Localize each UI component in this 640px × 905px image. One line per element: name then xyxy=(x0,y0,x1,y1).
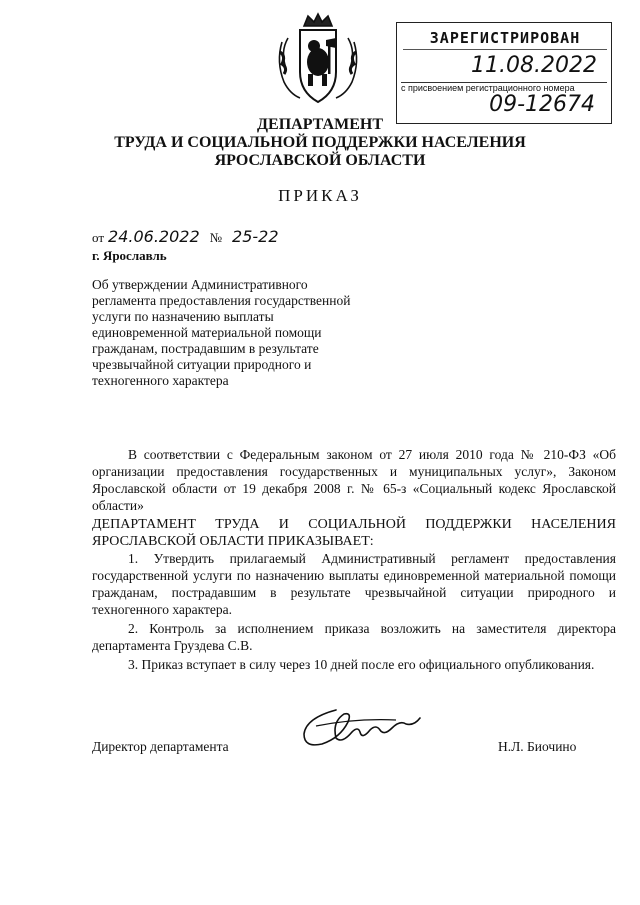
order-item-2: 2. Контроль за исполнением приказа возложить на заместителя директора департамента Груздева С.В. xyxy=(92,621,616,653)
signatory-name: Н.Л. Биочино xyxy=(498,739,577,754)
department-title-line3: ЯРОСЛАВСКОЙ ОБЛАСТИ xyxy=(214,152,426,169)
number-prefix: № xyxy=(209,230,223,245)
order-item-1: 1. Утвердить прилагаемый Административный регламент предоставления государственной услуги по назначению выплаты единовременной материальной помощи гражданам, пострадавшим в результате чрезвычайной ситуации природного и техногенного характера. xyxy=(92,551,616,617)
city: г. Ярославль xyxy=(92,248,167,263)
stamp-title: ЗАРЕГИСТРИРОВАН xyxy=(403,29,607,50)
order-date: 24.06.2022 xyxy=(108,227,200,246)
orders-paragraph: ДЕПАРТАМЕНТ ТРУДА И СОЦИАЛЬНОЙ ПОДДЕРЖКИ НАСЕЛЕНИЯ ЯРОСЛАВСКОЙ ОБЛАСТИ ПРИКАЗЫВАЕТ: xyxy=(92,517,616,549)
handwritten-signature xyxy=(296,704,426,752)
order-item-3: 3. Приказ вступает в силу через 10 дней после его официального опубликования. xyxy=(128,657,595,672)
order-number: 25-22 xyxy=(232,227,279,246)
department-title-line2: ТРУДА И СОЦИАЛЬНОЙ ПОДДЕРЖКИ НАСЕЛЕНИЯ xyxy=(114,134,526,151)
order-meta-line xyxy=(92,227,279,247)
signatory-position: Директор департамента xyxy=(92,739,229,754)
coat-of-arms-emblem xyxy=(274,12,362,108)
stamp-note: с присвоением регистрационного номера xyxy=(401,82,607,93)
order-subject: Об утверждении Административного регламента предоставления государственной услуги по назначению выплаты единовременной материальной помощи гражданам, пострадавшим в результате чрезвычайной ситуации природного и техногенного характера xyxy=(92,277,351,388)
department-title-line1: ДЕПАРТАМЕНТ xyxy=(257,116,383,133)
registration-stamp xyxy=(396,22,612,124)
date-prefix: от xyxy=(92,230,105,245)
preamble-paragraph: В соответствии с Федеральным законом от 27 июля 2010 года № 210-ФЗ «Об организации предоставления государственных и муниципальных услуг», Законом Ярославской области от 19 декабря 2008 г. № 65-з «Социальный кодекс Ярославской области» xyxy=(92,447,616,513)
document-type: ПРИКАЗ xyxy=(278,186,362,205)
stamp-registration-number: 09-12674 xyxy=(489,92,595,117)
stamp-date: 11.08.2022 xyxy=(471,53,597,78)
